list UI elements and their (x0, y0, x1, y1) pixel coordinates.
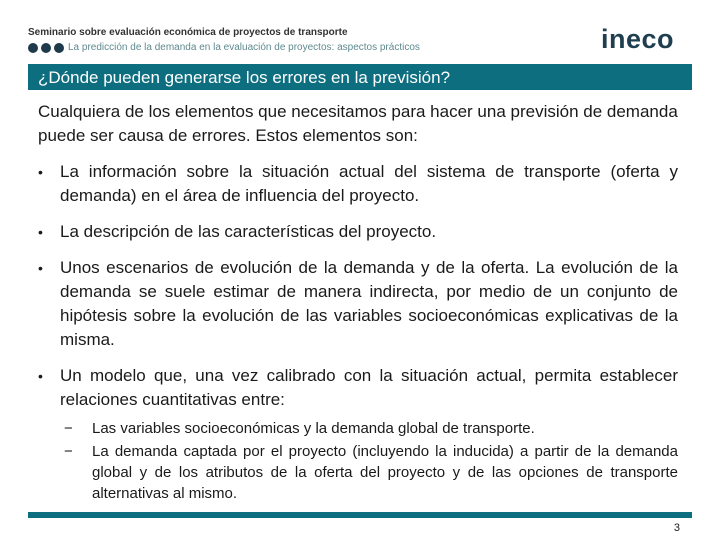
slide-content (38, 100, 678, 504)
bullet-icon: • (38, 164, 43, 180)
intro-paragraph: Cualquiera de los elementos que necesitamos para hacer una previsión de demanda puede ser causa de errores. Estos elementos son: (38, 102, 678, 145)
sub-list (60, 418, 678, 504)
sub-item (60, 441, 678, 504)
presentation-subtitle: La predicción de la demanda en la evaluación de proyectos: aspectos prácticos (68, 42, 420, 53)
bullet-icon: • (38, 224, 43, 240)
dash-icon: − (64, 443, 73, 460)
bullet-text: Un modelo que, una vez calibrado con la situación actual, permita establecer relaciones cuantitativas entre: (60, 366, 678, 409)
dash-icon: − (64, 420, 73, 437)
bullet-icon: • (38, 260, 43, 276)
bullet-body (60, 364, 678, 504)
bullet-item (38, 160, 678, 208)
bullet-item (38, 364, 678, 504)
slide-title-bar: ¿Dónde pueden generarse los errores en la previsión? (28, 64, 692, 90)
bullet-item (38, 256, 678, 352)
bullet-text: La descripción de las características del proyecto. (60, 222, 437, 241)
bullet-list (38, 160, 678, 504)
sub-item-text: Las variables socioeconómicas y la demanda global de transporte. (92, 420, 535, 437)
dot-icon (28, 43, 38, 53)
page-number: 3 (673, 522, 680, 534)
bullet-text: Unos escenarios de evolución de la demanda y de la oferta. La evolución de la demanda se suele estimar de manera indirecta, por medio de un conjunto de hipótesis sobre la evolución de las variables socioeconómicas explicativas de la misma. (60, 258, 678, 349)
footer-bar (28, 512, 692, 518)
ineco-logo: ineco (600, 24, 674, 54)
sub-item-text: La demanda captada por el proyecto (incluyendo la inducida) a partir de la demanda global y de los atributos de la oferta del proyecto y de las opciones de transporte alternativas al mismo. (92, 443, 678, 502)
bullet-icon: • (38, 368, 43, 384)
series-title: Seminario sobre evaluación económica de proyectos de transporte (28, 27, 348, 38)
bullet-item (38, 220, 678, 244)
dot-icon (41, 43, 51, 53)
dot-icon (54, 43, 64, 53)
bullet-text: La información sobre la situación actual del sistema de transporte (oferta y demanda) en el área de influencia del proyecto. (60, 162, 678, 205)
decorative-dots (28, 43, 64, 53)
sub-item (60, 418, 678, 439)
